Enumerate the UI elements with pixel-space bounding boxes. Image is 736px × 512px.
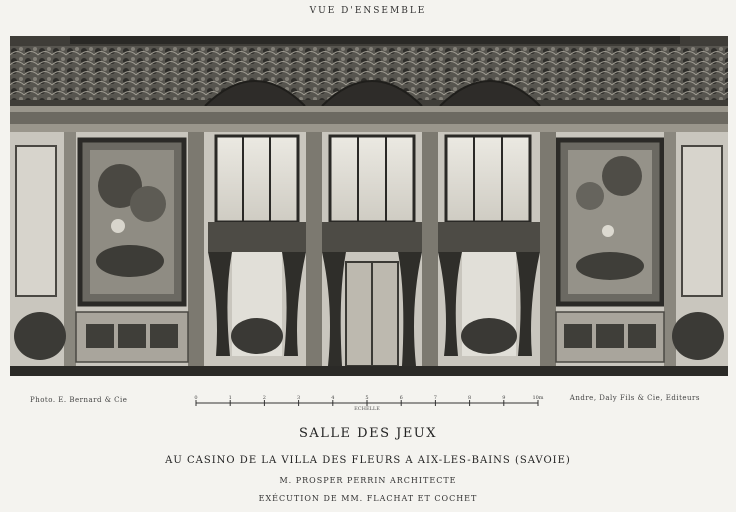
scale-tick-label: 0 [194, 395, 198, 401]
scale-tick-label: 10m [532, 395, 544, 401]
publisher-credit: Andre, Daly Fils & Cie, Editeurs [569, 394, 700, 402]
elevation-plate [10, 36, 728, 380]
plate-title: SALLE DES JEUX [298, 426, 438, 441]
scale-tick-label: 1 [228, 395, 232, 401]
scale-rule [192, 393, 542, 407]
photographer-credit: Photo. E. Bernard & Cie [30, 396, 128, 404]
window-bay-right [438, 136, 540, 356]
scale-bar [192, 392, 542, 414]
scale-tick-label: 9 [502, 395, 506, 401]
scale-tick-label: 5 [365, 395, 369, 401]
scale-tick-label: 4 [331, 395, 335, 401]
scale-tick-label: 7 [433, 395, 437, 401]
scale-tick-label: 8 [468, 395, 472, 401]
scale-tick-label: 6 [399, 395, 403, 401]
execution-line: EXÉCUTION DE MM. FLACHAT ET COCHET [258, 494, 478, 503]
architect-line: M. PROSPER PERRIN ARCHITECTE [279, 476, 457, 485]
view-title: VUE D'ENSEMBLE [309, 6, 427, 16]
scale-label: ECHELLE [354, 406, 380, 412]
window-bay-left [208, 136, 306, 356]
elevation-drawing [10, 36, 728, 380]
window-bay-center [322, 136, 422, 366]
plate-subtitle: AU CASINO DE LA VILLA DES FLEURS A AIX-LES-BAINS (SAVOIE) [165, 455, 571, 466]
scale-tick-label: 2 [262, 395, 266, 401]
scale-tick-label: 3 [297, 395, 301, 401]
